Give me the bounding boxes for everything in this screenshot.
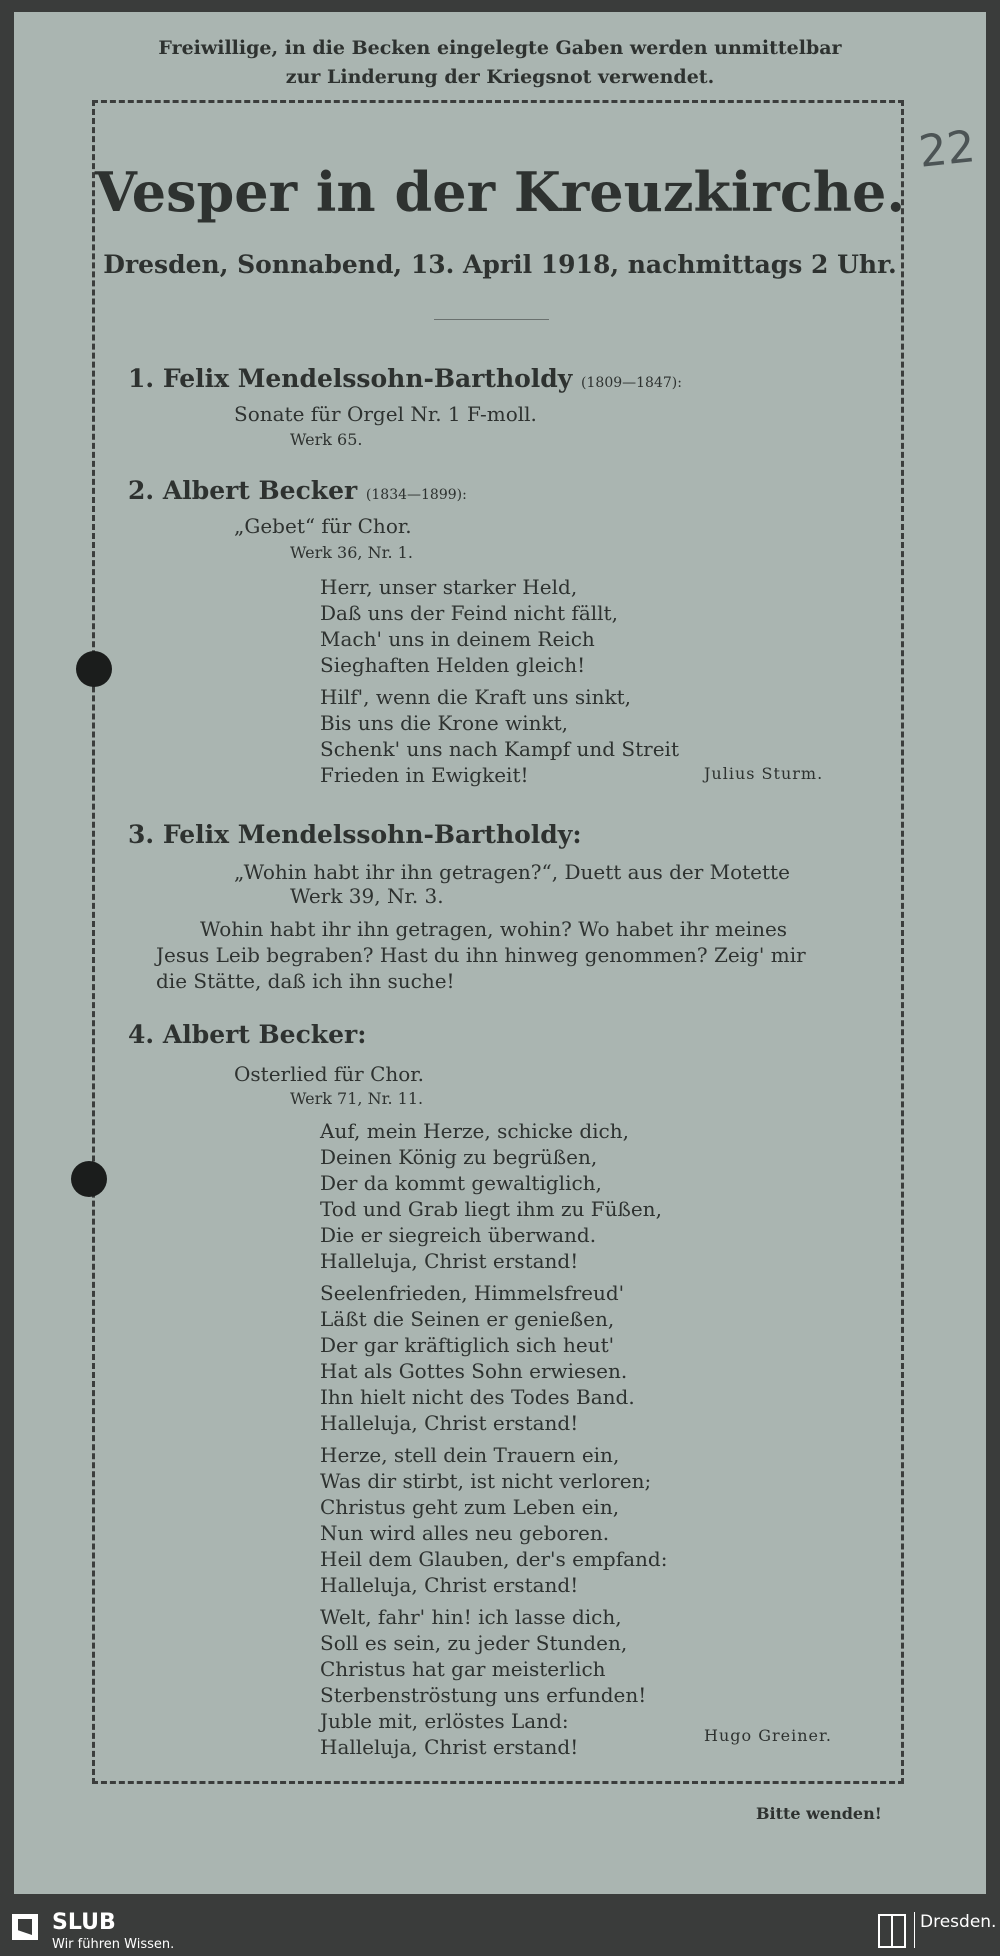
prose-line: Wohin habt ihr ihn getragen, wohin? Wo habet ihr meines (200, 917, 788, 941)
item-2-stanza-2 (320, 684, 679, 788)
item-4-composer: Albert Becker: (162, 1020, 367, 1049)
item-1-opus: Werk 65. (290, 430, 363, 449)
item-2-stanza-1 (320, 574, 618, 678)
verse-line: Christus hat gar meisterlich (320, 1657, 606, 1681)
item-4-number: 4. (128, 1020, 155, 1049)
please-turn-over: Bitte wenden! (756, 1804, 882, 1823)
item-3-work-line-1: „Wohin habt ihr ihn getragen?“, Duett aus der Motette (234, 860, 790, 884)
item-4-stanza-1 (320, 1118, 662, 1274)
page-title: Vesper in der Kreuzkirche. (94, 160, 906, 224)
verse-line: Hilf', wenn die Kraft uns sinkt, (320, 685, 631, 709)
verse-line: Auf, mein Herze, schicke dich, (320, 1119, 629, 1143)
item-3-text-cont (156, 942, 806, 994)
item-2-author: Julius Sturm. (704, 764, 824, 783)
verse-line: Halleluja, Christ erstand! (320, 1735, 579, 1759)
verse-line: Halleluja, Christ erstand! (320, 1411, 579, 1435)
item-1-number: 1. (128, 364, 155, 393)
prose-line: Jesus Leib begraben? Hast du ihn hinweg genommen? Zeig' mir (156, 943, 806, 967)
item-3-composer: Felix Mendelssohn-Bartholdy: (162, 820, 582, 849)
footer-divider (914, 1912, 915, 1948)
slub-name: SLUB (52, 1910, 116, 1935)
notice-line-2: zur Linderung der Kriegsnot verwendet. (285, 66, 715, 88)
document-page (14, 12, 986, 1894)
item-2-heading (128, 476, 467, 505)
item-3-number: 3. (128, 820, 155, 849)
verse-line: Welt, fahr' hin! ich lasse dich, (320, 1605, 622, 1629)
item-4-work: Osterlied für Chor. (234, 1062, 425, 1086)
punch-hole-top (76, 651, 112, 687)
verse-line: Soll es sein, zu jeder Stunden, (320, 1631, 628, 1655)
verse-line: Sterbenströstung uns erfunden! (320, 1683, 647, 1707)
prose-line: die Stätte, daß ich ihn suche! (156, 969, 455, 993)
item-2-work: „Gebet“ für Chor. (234, 514, 412, 538)
item-1-work: Sonate für Orgel Nr. 1 F-moll. (234, 402, 537, 426)
verse-line: Herze, stell dein Trauern ein, (320, 1443, 620, 1467)
donation-notice (14, 34, 986, 92)
verse-line: Läßt die Seinen er genießen, (320, 1307, 615, 1331)
item-1-composer: Felix Mendelssohn-Bartholdy (162, 364, 573, 393)
item-1-heading (128, 364, 682, 393)
verse-line: Daß uns der Feind nicht fällt, (320, 601, 618, 625)
verse-line: Ihn hielt nicht des Todes Band. (320, 1385, 635, 1409)
slub-tagline: Wir führen Wissen. (52, 1937, 175, 1952)
item-4-heading (128, 1020, 366, 1049)
item-2-opus: Werk 36, Nr. 1. (290, 543, 413, 562)
slub-logo-icon (12, 1914, 38, 1940)
verse-line: Frieden in Ewigkeit! (320, 763, 529, 787)
library-footer-bar (0, 1906, 1000, 1956)
verse-line: Seelenfrieden, Himmelsfreud' (320, 1281, 625, 1305)
verse-line: Was dir stirbt, ist nicht verloren; (320, 1469, 652, 1493)
verse-line: Christus geht zum Leben ein, (320, 1495, 620, 1519)
item-2-composer: Albert Becker (162, 476, 358, 505)
verse-line: Juble mit, erlöstes Land: (320, 1709, 569, 1733)
verse-line: Schenk' uns nach Kampf und Streit (320, 737, 679, 761)
item-2-dates: (1834—1899): (365, 487, 467, 503)
item-4-opus: Werk 71, Nr. 11. (290, 1089, 424, 1108)
item-4-stanza-4 (320, 1604, 646, 1760)
verse-line: Mach' uns in deinem Reich (320, 627, 595, 651)
item-4-author: Hugo Greiner. (704, 1726, 832, 1745)
verse-line: Die er siegreich überwand. (320, 1223, 597, 1247)
item-3-text (200, 916, 787, 942)
verse-line: Herr, unser starker Held, (320, 575, 578, 599)
verse-line: Der da kommt gewaltiglich, (320, 1171, 602, 1195)
notice-line-1: Freiwillige, in die Becken eingelegte Gaben werden unmittelbar (158, 37, 842, 59)
verse-line: Nun wird alles neu geboren. (320, 1521, 610, 1545)
verse-line: Sieghaften Helden gleich! (320, 653, 586, 677)
verse-line: Bis uns die Krone winkt, (320, 711, 569, 735)
verse-line: Der gar kräftiglich sich heut' (320, 1333, 615, 1357)
page-subtitle: Dresden, Sonnabend, 13. April 1918, nachmittags 2 Uhr. (103, 250, 897, 279)
punch-hole-bottom (71, 1161, 107, 1197)
item-4-stanza-3 (320, 1442, 667, 1598)
item-3-work-line-2: Werk 39, Nr. 3. (290, 884, 444, 908)
verse-line: Halleluja, Christ erstand! (320, 1249, 579, 1273)
item-1-dates: (1809—1847): (581, 375, 682, 391)
handwritten-page-number: 22 (916, 121, 978, 178)
verse-line: Halleluja, Christ erstand! (320, 1573, 579, 1597)
verse-line: Hat als Gottes Sohn erwiesen. (320, 1359, 628, 1383)
dresden-crest-icon (878, 1914, 906, 1948)
verse-line: Deinen König zu begrüßen, (320, 1145, 598, 1169)
verse-line: Tod und Grab liegt ihm zu Füßen, (320, 1197, 662, 1221)
title-divider (434, 319, 549, 320)
item-2-number: 2. (128, 476, 155, 505)
item-3-heading (128, 820, 582, 849)
item-4-stanza-2 (320, 1280, 635, 1436)
verse-line: Heil dem Glauben, der's empfand: (320, 1547, 668, 1571)
dresden-label: Dresden. (920, 1912, 997, 1932)
